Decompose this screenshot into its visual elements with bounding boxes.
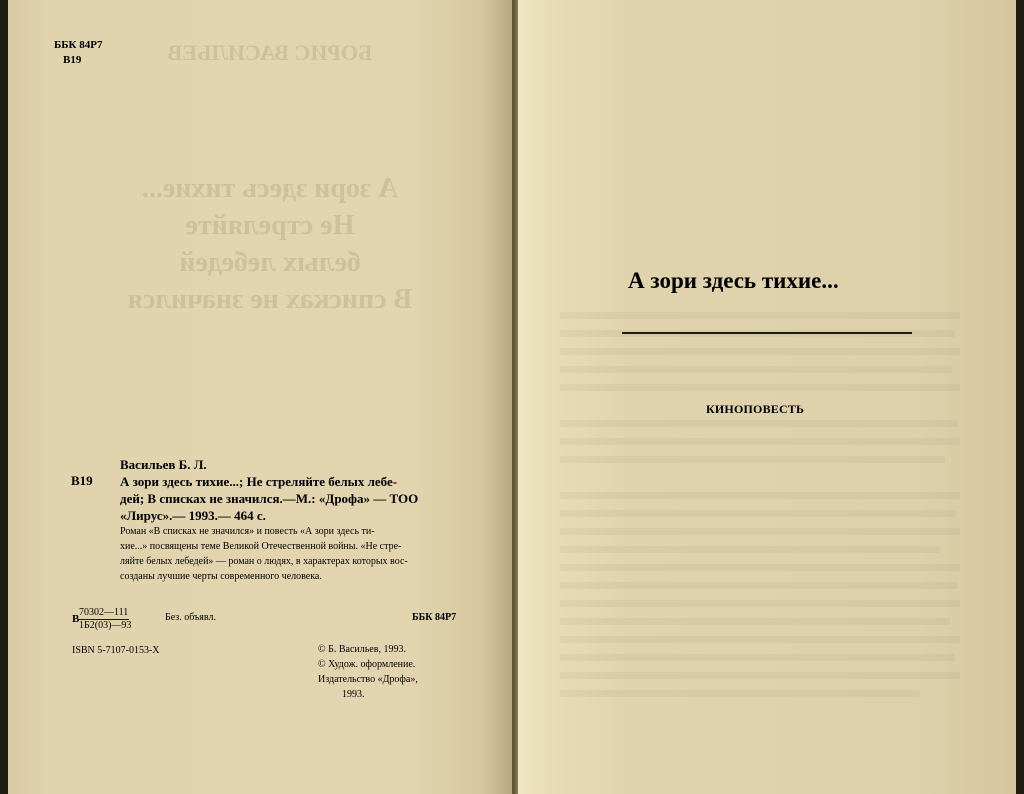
catalog-entry-line: дей; В списках не значился.—М.: «Дрофа» — ТОО bbox=[120, 491, 419, 506]
publishing-index bbox=[78, 607, 132, 632]
catalog-card-code: В19 bbox=[71, 473, 93, 488]
catalog-entry bbox=[120, 473, 418, 524]
catalog-entry-line: «Лирус».— 1993.— 464 с. bbox=[120, 508, 266, 523]
bbk-code: ББК 84Р7 bbox=[54, 39, 103, 51]
show-through-author: БОРИС ВАСИЛЬЕВ bbox=[167, 40, 373, 65]
copyright-line: Издательство «Дрофа», bbox=[318, 674, 418, 685]
genre-label: КИНОПОВЕСТЬ bbox=[706, 402, 805, 416]
catalog-entry-line: А зори здесь тихие...; Не стреляйте белых лебе- bbox=[120, 474, 398, 489]
annotation-line: созданы лучшие черты современного человека. bbox=[120, 571, 322, 582]
isbn: ISBN 5-7107-0153-Х bbox=[72, 645, 160, 656]
annotation bbox=[120, 524, 408, 584]
copyright-line: © Б. Васильев, 1993. bbox=[318, 644, 406, 655]
bbk-classification-top bbox=[54, 38, 103, 68]
copyright-line: 1993. bbox=[342, 689, 365, 700]
annotation-line: Роман «В списках не значился» и повесть «А зори здесь ти- bbox=[120, 526, 375, 537]
index-denominator: 1Б2(03)—93 bbox=[79, 620, 132, 631]
annotation-line: ляйте белых лебедей» — роман о людях, в характерах которых вос- bbox=[120, 556, 408, 567]
left-page bbox=[8, 0, 512, 794]
book-title: А зори здесь тихие... bbox=[628, 268, 839, 293]
bbk-code-bottom: ББК 84Р7 bbox=[412, 612, 457, 623]
index-prefix: В bbox=[72, 613, 80, 625]
index-numerator: 70302—111 bbox=[79, 607, 129, 618]
catalog-author: Васильев Б. Л. bbox=[120, 457, 207, 472]
show-through-titles: А зори здесь тихие... Не стреляйте белых лебедей В списках не значился bbox=[127, 173, 413, 315]
catalog-code: В19 bbox=[63, 54, 82, 66]
no-announcement: Без. объявл. bbox=[165, 612, 216, 623]
copyright-line: © Худож. оформление. bbox=[318, 659, 416, 670]
title-rule bbox=[622, 332, 912, 334]
copyright-block bbox=[318, 642, 418, 702]
annotation-line: хие...» посвящены теме Великой Отечественной войны. «Не стре- bbox=[120, 541, 402, 552]
